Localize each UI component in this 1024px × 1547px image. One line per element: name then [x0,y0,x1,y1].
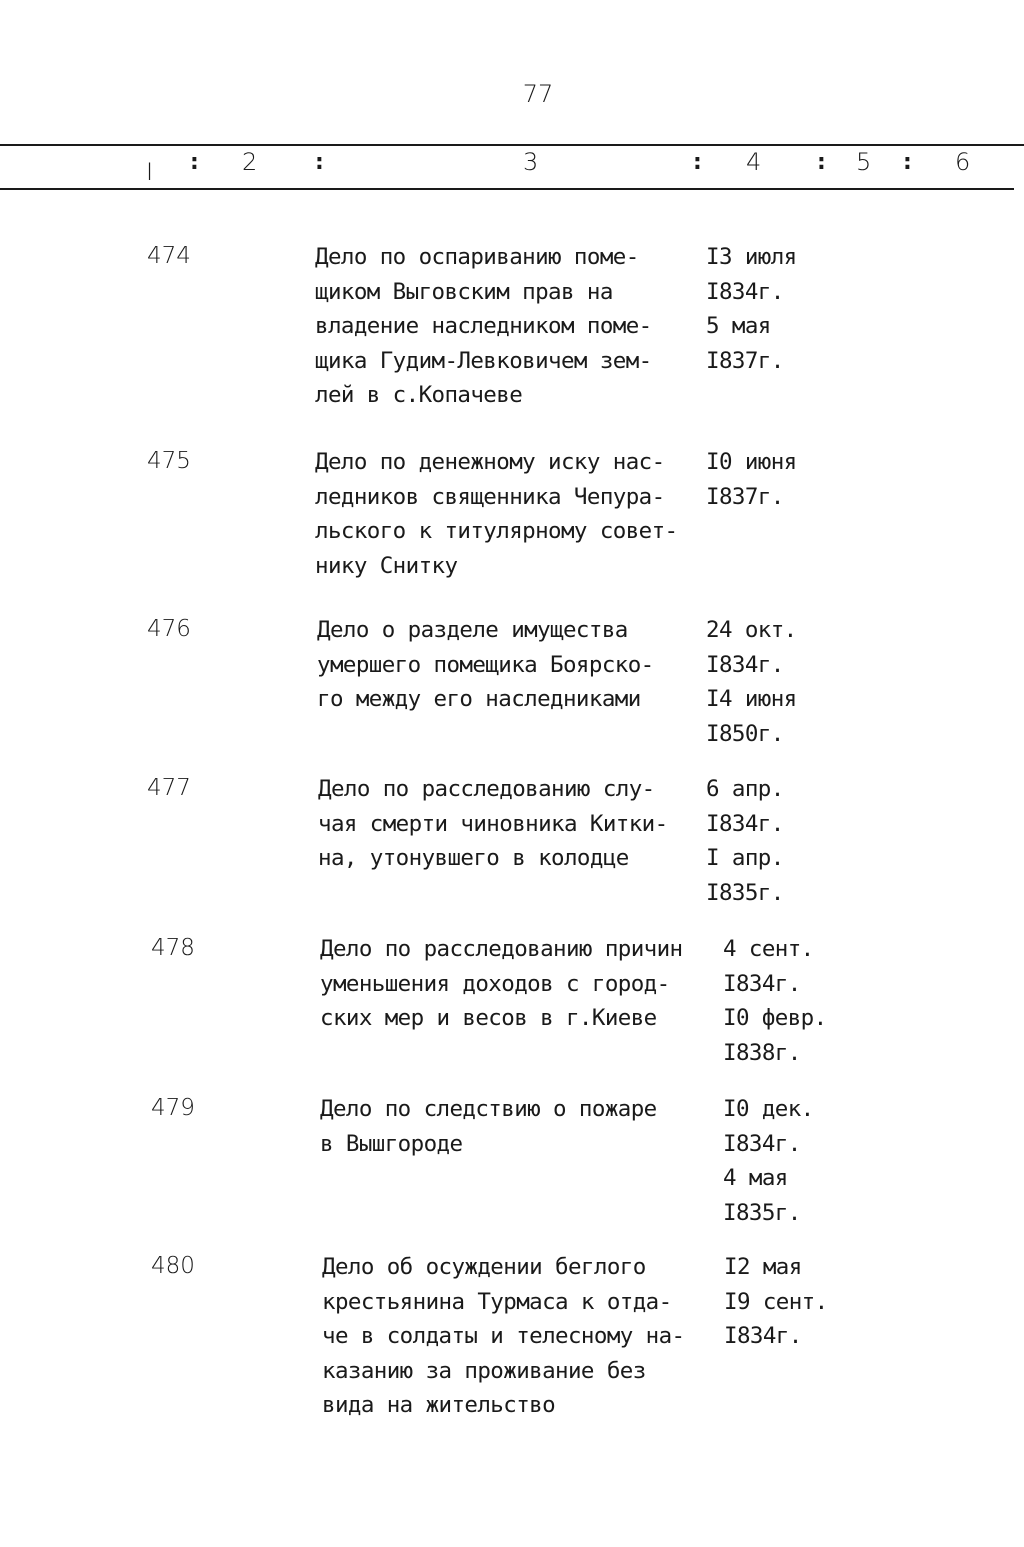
description-line: умершего помещика Боярско- [317,651,654,678]
date-line: I0 дек. [723,1096,814,1122]
column-header-4: 4 [746,148,762,176]
date-line: I0 февр. [723,1005,827,1031]
date-line: I0 июня [706,449,797,475]
column-separator: : [190,150,199,175]
record-description [320,1092,657,1161]
description-line: Дело по расследованию слу- [318,776,655,802]
description-line: щика Гудим-Левковичем зем- [315,347,652,374]
description-line: го между его наследниками [317,686,641,712]
record-description [315,240,652,413]
record-number: 474 [147,243,191,269]
date-line: 4 сент. [723,936,814,962]
record-dates [724,1250,828,1354]
description-line: Дело об осуждении беглого [322,1254,646,1280]
record-number: 480 [151,1253,195,1279]
date-line: I2 мая [724,1254,802,1280]
column-separator: : [693,150,702,175]
date-line: 6 апр. [706,776,784,802]
column-header-3: 3 [523,148,539,176]
column-separator: : [315,150,324,175]
description-line: Дело по денежному иску нас- [315,449,665,475]
description-line: уменьшения доходов с город- [320,970,670,997]
description-line: Дело по следствию о пожаре [320,1096,657,1122]
column-header-2: 2 [242,148,258,176]
date-line: 5 мая [706,313,771,339]
page-number: 77 [522,80,554,108]
description-line: ледников священника Чепура- [315,483,665,510]
date-line: I835г. [706,879,784,906]
record-dates [706,613,797,751]
record-number: 475 [147,448,191,474]
date-line: I850г. [706,720,784,747]
description-line: че в солдаты и телесному на- [322,1323,685,1349]
description-line: крестьянина Турмаса к отда- [322,1288,672,1315]
record-number: 479 [151,1095,195,1121]
date-line: I834г. [706,651,784,678]
header-rule-top [0,144,1024,146]
record-number: 477 [147,775,191,801]
date-line: I834г. [724,1323,802,1349]
description-line: на, утонувшего в колодце [318,845,629,871]
column-header-6: 6 [955,148,971,176]
record-dates [723,1092,814,1230]
date-line: I апр. [706,845,784,871]
column-header-1: I [146,158,154,186]
record-description [320,932,683,1036]
description-line: ских мер и весов в г.Киеве [320,1005,657,1031]
description-line: владение наследником поме- [315,313,652,339]
record-description [322,1250,685,1423]
description-line: льского к титулярному совет- [315,518,678,544]
date-line: I837г. [706,483,784,510]
record-dates [706,240,797,378]
record-dates [706,445,797,514]
description-line: Дело по оспариванию поме- [315,244,639,270]
date-line: I3 июля [706,244,797,270]
description-line: нику Снитку [315,552,458,579]
description-line: Дело по расследованию причин [320,936,683,962]
date-line: 24 окт. [706,617,797,643]
record-number: 478 [151,935,195,961]
record-number: 476 [147,616,191,642]
record-dates [723,932,827,1070]
date-line: I837г. [706,347,784,374]
date-line: I835г. [723,1199,801,1226]
date-line: I834г. [723,970,801,997]
date-line: I834г. [706,278,784,305]
column-separator: : [817,150,826,175]
column-separator: : [903,150,912,175]
date-line: I834г. [706,810,784,837]
record-description [315,445,678,583]
description-line: лей в с.Копачеве [315,382,523,408]
date-line: I4 июня [706,686,797,712]
date-line: I9 сент. [724,1288,828,1315]
record-description [318,772,668,876]
record-dates [706,772,784,910]
date-line: I834г. [723,1130,801,1157]
column-header-5: 5 [856,148,872,176]
header-rule-bottom [0,188,1014,190]
date-line: I838г. [723,1039,801,1066]
date-line: 4 мая [723,1165,788,1191]
description-line: вида на жительство [322,1392,556,1418]
description-line: щиком Выговским прав на [315,278,613,305]
record-description [317,613,654,717]
description-line: в Вышгороде [320,1130,463,1157]
description-line: казанию за проживание без [322,1357,646,1384]
description-line: Дело о разделе имущества [317,617,628,643]
description-line: чая смерти чиновника Китки- [318,810,668,837]
